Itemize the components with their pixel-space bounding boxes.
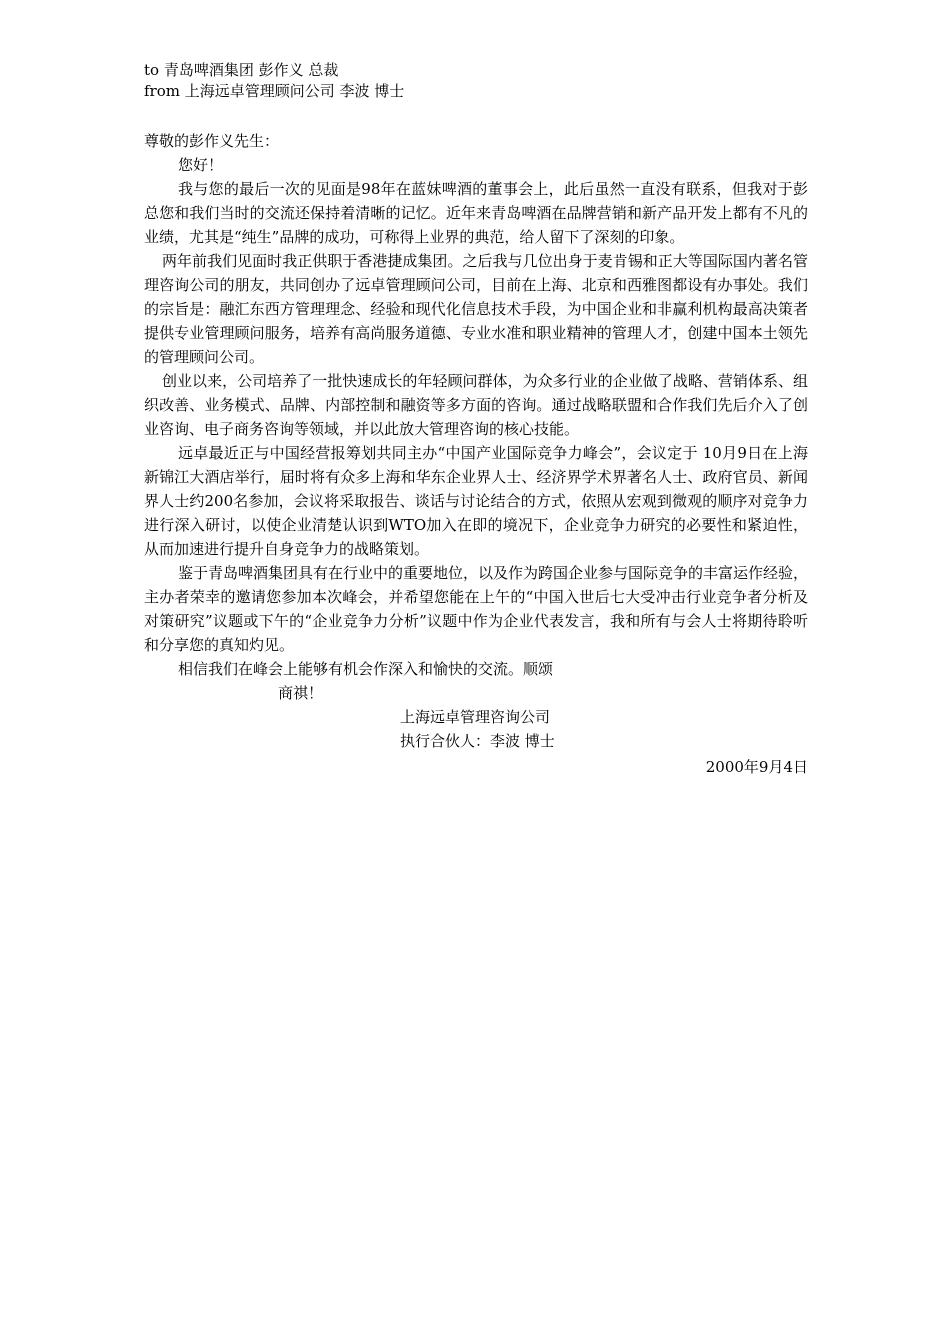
recipient-line: to 青岛啤酒集团 彭作义 总裁 <box>144 61 339 79</box>
greeting: 您好！ <box>178 156 224 174</box>
closing-wish: 商祺！ <box>278 684 324 702</box>
signature-company: 上海远卓管理咨询公司 <box>400 708 551 726</box>
closing-line: 相信我们在峰会上能够有机会作深入和愉快的交流。顺颂 <box>178 660 554 678</box>
signature-partner: 执行合伙人：李波 博士 <box>400 732 555 750</box>
body-paragraph-1: 我与您的最后一次的见面是98年在蓝妹啤酒的董事会上，此后虽然一直没有联系，但我对于彭总您和我们当时的交流还保持着清晰的记忆。近年来青岛啤酒在品牌营销和新产品开发上都有不凡的业绩，尤其是“纯生”品牌的成功，可称得上业界的典范，给人留下了深刻的印象。 <box>144 180 808 246</box>
body-paragraph-3: 创业以来，公司培养了一批快速成长的年轻顾问群体，为众多行业的企业做了战略、营销体系、组织改善、业务模式、品牌、内部控制和融资等多方面的咨询。通过战略联盟和合作我们先后介入了创业咨询、电子商务咨询等领域，并以此放大管理咨询的核心技能。 <box>144 372 808 438</box>
letter-header <box>144 60 808 102</box>
body-paragraph-4: 远卓最近正与中国经营报筹划共同主办“中国产业国际竞争力峰会”，会议定于 10月9日在上海新锦江大酒店举行，届时将有众多上海和华东企业界人士、经济界学术界著名人士、政府官员、新闻界人士约200名参加，会议将采取报告、谈话与讨论结合的方式，依照从宏观到微观的顺序对竞争力进行深入研讨，以使企业清楚认识到WTO加入在即的境况下，企业竞争力研究的必要性和紧迫性，从而加速进行提升自身竞争力的战略策划。 <box>144 444 808 558</box>
body-paragraph-5: 鉴于青岛啤酒集团具有在行业中的重要地位，以及作为跨国企业参与国际竞争的丰富运作经验，主办者荣幸的邀请您参加本次峰会，并希望您能在上午的“中国入世后七大受冲击行业竞争者分析及对策研究”议题或下午的“企业竞争力分析”议题中作为企业代表发言，我和所有与会人士将期待聆听和分享您的真知灼见。 <box>144 564 809 654</box>
salutation: 尊敬的彭作义先生： <box>144 132 280 150</box>
letter-page <box>144 60 808 779</box>
signature-date: 2000年9月4日 <box>705 758 808 776</box>
body-paragraph-2: 两年前我们见面时我正供职于香港捷成集团。之后我与几位出身于麦肯锡和正大等国际国内著名管理咨询公司的朋友，共同创办了远卓管理顾问公司，目前在上海、北京和西雅图都设有办事处。我们的宗旨是：融汇东西方管理理念、经验和现代化信息技术手段，为中国企业和非赢利机构最高决策者提供专业管理顾问服务，培养有高尚服务道德、专业水准和职业精神的管理人才，创建中国本土领先的管理顾问公司。 <box>144 252 808 366</box>
sender-line: from 上海远卓管理顾问公司 李波 博士 <box>144 82 405 100</box>
